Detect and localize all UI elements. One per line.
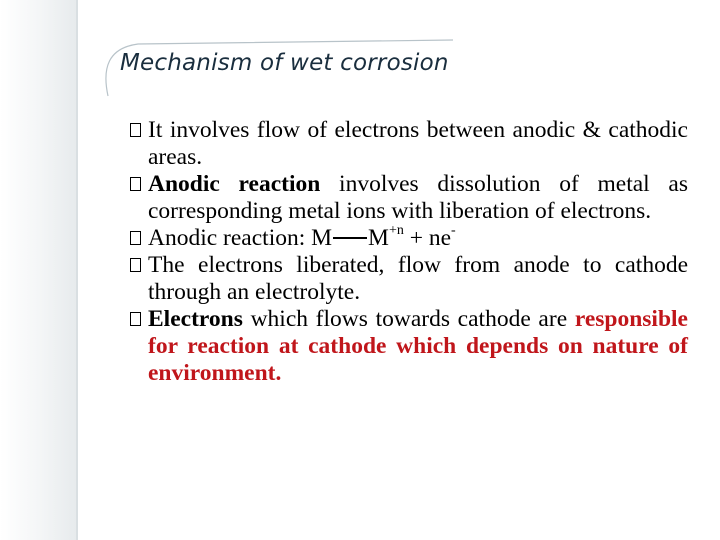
bullet-text: The electrons liberated, flow from anode to cathode through an electrolyte. [148,252,688,305]
bullet-item-anodic-equation [130,225,688,252]
bullet-list [130,117,688,387]
equation-electrons: + ne [403,225,452,251]
bullet-bold-lead: Anodic reaction [148,171,321,197]
bullet-icon [130,258,141,272]
slide-title: Mechanism of wet corrosion [120,50,449,76]
electron-charge: - [451,223,456,239]
left-decorative-band [0,0,78,540]
equation-label: Anodic reaction: M [148,225,333,251]
bullet-icon [130,177,141,191]
bullet-text: It involves flow of electrons between anodic & cathodic areas. [148,117,688,170]
bullet-text: which flows towards cathode are [242,306,575,332]
bullet-text: involves dissolution of metal as corresponding metal ions with liberation of electrons. [148,171,688,224]
product-charge: +n [388,223,404,239]
bullet-item-electron-flow [130,117,688,171]
bullet-icon [130,231,141,245]
title-block [98,38,458,98]
bullet-item-anodic-reaction [130,171,688,225]
reaction-arrow-icon [333,237,367,239]
bullet-icon [130,123,141,137]
bullet-item-cathode-reaction [130,306,688,387]
equation-product: M [368,225,389,251]
highlight-text: responsible for reaction at cathode which depends on nature of environment. [148,306,688,386]
bullet-icon [130,312,141,326]
bullet-item-electron-path [130,252,688,306]
bullet-bold-lead: Electrons [148,306,243,332]
